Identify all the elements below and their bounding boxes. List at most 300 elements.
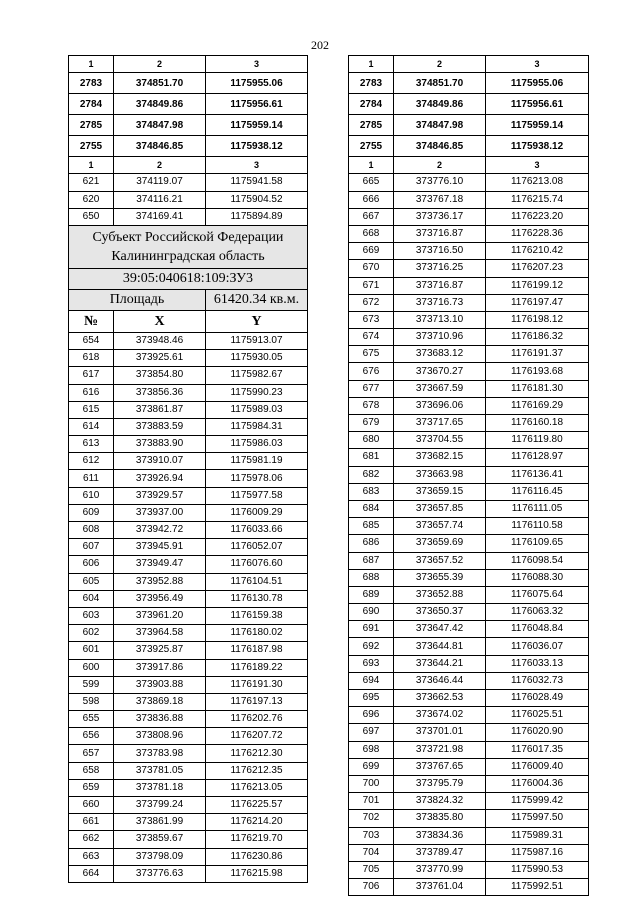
table-cell: 659 <box>69 779 114 796</box>
table-row <box>349 208 589 225</box>
column-header-row <box>69 157 308 174</box>
table-cell: 1176009.29 <box>206 504 308 521</box>
table-row <box>349 535 589 552</box>
table-cell: 373657.52 <box>394 552 486 569</box>
table-cell: 696 <box>349 707 394 724</box>
table-row <box>349 552 589 569</box>
table-row <box>69 539 308 556</box>
table-cell: 373716.87 <box>394 225 486 242</box>
table-row <box>69 814 308 831</box>
table-cell: 600 <box>69 659 114 676</box>
table-row <box>349 844 589 861</box>
table-row <box>69 711 308 728</box>
table-row <box>69 831 308 848</box>
table-row <box>349 73 589 94</box>
table-cell: 1175997.50 <box>486 810 589 827</box>
table-cell: 1176110.58 <box>486 518 589 535</box>
table-cell: 373942.72 <box>114 522 206 539</box>
table-cell: 373683.12 <box>394 346 486 363</box>
table-row <box>349 397 589 414</box>
table-cell: 2785 <box>349 115 394 136</box>
table-cell: 615 <box>69 401 114 418</box>
table-cell: 373716.25 <box>394 260 486 277</box>
table-cell: 620 <box>69 191 114 208</box>
table-cell: 2755 <box>69 136 114 157</box>
table-cell: 1176109.65 <box>486 535 589 552</box>
table-row <box>69 436 308 453</box>
table-cell: 373883.90 <box>114 436 206 453</box>
table-row <box>349 449 589 466</box>
table-cell: 373713.10 <box>394 311 486 328</box>
table-cell: 373761.04 <box>394 879 486 896</box>
table-cell: 1176215.74 <box>486 191 589 208</box>
table-cell: 373721.98 <box>394 741 486 758</box>
table-cell: 373834.36 <box>394 827 486 844</box>
table-cell: 687 <box>349 552 394 569</box>
table-cell: 706 <box>349 879 394 896</box>
table-cell: 1175956.61 <box>486 94 589 115</box>
table-row <box>69 762 308 779</box>
table-cell: 373856.36 <box>114 384 206 401</box>
table-row <box>349 174 589 191</box>
table-cell: 692 <box>349 638 394 655</box>
table-cell: 704 <box>349 844 394 861</box>
table-cell: 373644.21 <box>394 655 486 672</box>
table-row <box>349 569 589 586</box>
table-cell: 373883.59 <box>114 418 206 435</box>
table-row <box>349 707 589 724</box>
table-cell: 1175999.42 <box>486 793 589 810</box>
table-cell: 660 <box>69 797 114 814</box>
table-cell: 1176225.57 <box>206 797 308 814</box>
table-row <box>69 676 308 693</box>
table-cell: 1175982.67 <box>206 367 308 384</box>
table-cell: 373644.81 <box>394 638 486 655</box>
table-cell: 1175990.23 <box>206 384 308 401</box>
table-row <box>349 136 589 157</box>
table-cell: 688 <box>349 569 394 586</box>
table-cell: 694 <box>349 672 394 689</box>
table-cell: 1175941.58 <box>206 174 308 191</box>
table-cell: 373767.65 <box>394 758 486 775</box>
table-row <box>69 470 308 487</box>
table-cell: 1176212.35 <box>206 762 308 779</box>
table-cell: 601 <box>69 642 114 659</box>
table-row <box>349 793 589 810</box>
table-cell: 1175984.31 <box>206 418 308 435</box>
table-row <box>349 363 589 380</box>
table-row <box>349 638 589 655</box>
table-cell: 1176033.13 <box>486 655 589 672</box>
table-row <box>349 672 589 689</box>
table-cell: 373964.58 <box>114 625 206 642</box>
table-row <box>349 621 589 638</box>
table-row <box>349 861 589 878</box>
table-cell: 373657.74 <box>394 518 486 535</box>
table-cell: 599 <box>69 676 114 693</box>
table-row <box>69 848 308 865</box>
table-cell: 1176187.98 <box>206 642 308 659</box>
table-cell: 674 <box>349 329 394 346</box>
table-cell: 679 <box>349 415 394 432</box>
table-cell: 1 <box>349 157 394 174</box>
table-cell: 1176128.97 <box>486 449 589 466</box>
table-cell: 683 <box>349 483 394 500</box>
subject-title-row <box>69 225 308 268</box>
table-cell: 1176025.51 <box>486 707 589 724</box>
table-cell: 1176207.23 <box>486 260 589 277</box>
table-row <box>69 401 308 418</box>
table-cell: 669 <box>349 243 394 260</box>
table-cell: 2784 <box>69 94 114 115</box>
table-cell: 689 <box>349 586 394 603</box>
table-cell: 373789.47 <box>394 844 486 861</box>
table-cell: 1175904.52 <box>206 191 308 208</box>
table-cell: 1176228.36 <box>486 225 589 242</box>
table-cell: 1176199.12 <box>486 277 589 294</box>
table-cell: 373682.15 <box>394 449 486 466</box>
table-cell: 1175955.06 <box>206 73 308 94</box>
table-cell: 373704.55 <box>394 432 486 449</box>
table-row <box>349 277 589 294</box>
table-cell: 374846.85 <box>114 136 206 157</box>
table-cell: 373798.09 <box>114 848 206 865</box>
table-row <box>69 797 308 814</box>
table-row <box>69 136 308 157</box>
table-cell: 3 <box>486 56 589 73</box>
table-cell: 1175978.06 <box>206 470 308 487</box>
table-cell: 373854.80 <box>114 367 206 384</box>
table-cell: 1175938.12 <box>206 136 308 157</box>
table-cell: 373647.42 <box>394 621 486 638</box>
right-coordinates-table <box>348 55 589 896</box>
table-cell: 668 <box>349 225 394 242</box>
table-cell: 373701.01 <box>394 724 486 741</box>
table-cell: 2785 <box>69 115 114 136</box>
table-cell: 374116.21 <box>114 191 206 208</box>
table-cell: 650 <box>69 208 114 225</box>
table-cell: 374846.85 <box>394 136 486 157</box>
table-row <box>69 522 308 539</box>
table-cell: 1176213.05 <box>206 779 308 796</box>
table-cell: 700 <box>349 775 394 792</box>
table-cell: 1 <box>69 56 114 73</box>
table-cell: 680 <box>349 432 394 449</box>
table-cell: 670 <box>349 260 394 277</box>
table-cell: 1176193.68 <box>486 363 589 380</box>
table-cell: 698 <box>349 741 394 758</box>
table-cell: 1176186.32 <box>486 329 589 346</box>
table-cell: 604 <box>69 590 114 607</box>
page-number: 202 <box>311 38 329 52</box>
table-cell: 606 <box>69 556 114 573</box>
table-row <box>69 728 308 745</box>
table-cell: 373657.85 <box>394 500 486 517</box>
table-cell: 2 <box>394 157 486 174</box>
table-row <box>69 453 308 470</box>
table-cell: 1176230.86 <box>206 848 308 865</box>
table-cell: 1175977.58 <box>206 487 308 504</box>
table-cell: 1175987.16 <box>486 844 589 861</box>
table-cell: 672 <box>349 294 394 311</box>
table-cell: 665 <box>349 174 394 191</box>
table-cell: 621 <box>69 174 114 191</box>
table-cell: 373799.24 <box>114 797 206 814</box>
table-cell: 373670.27 <box>394 363 486 380</box>
table-cell: 613 <box>69 436 114 453</box>
table-cell: 2784 <box>349 94 394 115</box>
table-cell: 2 <box>114 157 206 174</box>
table-row <box>349 94 589 115</box>
table-cell: 1176036.07 <box>486 638 589 655</box>
table-cell: 617 <box>69 367 114 384</box>
table-cell: 1176119.80 <box>486 432 589 449</box>
table-cell: 374847.98 <box>114 115 206 136</box>
table-row <box>349 810 589 827</box>
table-row <box>69 745 308 762</box>
column-header-row <box>69 56 308 73</box>
table-row <box>69 693 308 710</box>
table-cell: 667 <box>349 208 394 225</box>
table-cell: 663 <box>69 848 114 865</box>
table-cell: 374851.70 <box>394 73 486 94</box>
table-cell: 703 <box>349 827 394 844</box>
table-cell: 373926.94 <box>114 470 206 487</box>
table-cell: 1176213.08 <box>486 174 589 191</box>
table-row <box>69 659 308 676</box>
table-cell: 1176159.38 <box>206 607 308 624</box>
table-cell: 1175986.03 <box>206 436 308 453</box>
table-row <box>69 590 308 607</box>
table-cell: 373767.18 <box>394 191 486 208</box>
table-row <box>349 827 589 844</box>
table-cell: 1175959.14 <box>486 115 589 136</box>
subject-title: Субъект Российской Федерации Калининградская область <box>69 225 308 268</box>
table-cell: 373836.88 <box>114 711 206 728</box>
table-cell: 598 <box>69 693 114 710</box>
table-cell: 1175956.61 <box>206 94 308 115</box>
xy-header-row <box>69 310 308 332</box>
table-row <box>349 294 589 311</box>
table-cell: 373945.91 <box>114 539 206 556</box>
table-row <box>349 741 589 758</box>
table-cell: 661 <box>69 814 114 831</box>
table-row <box>349 604 589 621</box>
table-cell: Y <box>206 310 308 332</box>
table-cell: X <box>114 310 206 332</box>
table-cell: 374849.86 <box>394 94 486 115</box>
table-cell: 374849.86 <box>114 94 206 115</box>
table-cell: 1175990.53 <box>486 861 589 878</box>
table-cell: 1175938.12 <box>486 136 589 157</box>
table-cell: 677 <box>349 380 394 397</box>
table-cell: 373781.18 <box>114 779 206 796</box>
table-cell: 607 <box>69 539 114 556</box>
table-cell: 373952.88 <box>114 573 206 590</box>
table-cell: 671 <box>349 277 394 294</box>
table-cell: 373937.00 <box>114 504 206 521</box>
table-cell: 697 <box>349 724 394 741</box>
table-cell: 373795.79 <box>394 775 486 792</box>
table-cell: 691 <box>349 621 394 638</box>
table-cell: 373776.10 <box>394 174 486 191</box>
table-row <box>349 466 589 483</box>
table-cell: 1176032.73 <box>486 672 589 689</box>
table-cell: 1176009.40 <box>486 758 589 775</box>
table-cell: 373674.02 <box>394 707 486 724</box>
table-cell: 374847.98 <box>394 115 486 136</box>
table-cell: 3 <box>206 157 308 174</box>
table-cell: 1176198.12 <box>486 311 589 328</box>
table-cell: 1175913.07 <box>206 332 308 349</box>
table-cell: 373659.15 <box>394 483 486 500</box>
table-cell: 1176219.70 <box>206 831 308 848</box>
table-cell: 1176181.30 <box>486 380 589 397</box>
table-cell: 1176180.02 <box>206 625 308 642</box>
table-cell: 686 <box>349 535 394 552</box>
table-cell: 608 <box>69 522 114 539</box>
table-cell: 695 <box>349 690 394 707</box>
table-cell: 1175989.03 <box>206 401 308 418</box>
table-cell: 1176028.49 <box>486 690 589 707</box>
table-cell: 658 <box>69 762 114 779</box>
table-row <box>69 208 308 225</box>
table-cell: № <box>69 310 114 332</box>
table-cell: 374851.70 <box>114 73 206 94</box>
table-cell: 1176214.20 <box>206 814 308 831</box>
table-cell: 373948.46 <box>114 332 206 349</box>
table-row <box>349 260 589 277</box>
table-cell: 1176215.98 <box>206 865 308 882</box>
table-cell: 616 <box>69 384 114 401</box>
table-cell: 1176048.84 <box>486 621 589 638</box>
area-label: Площадь <box>69 289 206 310</box>
table-cell: 373736.17 <box>394 208 486 225</box>
table-cell: 1175981.19 <box>206 453 308 470</box>
table-cell: 373717.65 <box>394 415 486 432</box>
table-cell: 1176212.30 <box>206 745 308 762</box>
table-cell: 1176076.60 <box>206 556 308 573</box>
column-header-row <box>349 157 589 174</box>
table-cell: 1176207.72 <box>206 728 308 745</box>
table-cell: 662 <box>69 831 114 848</box>
table-row <box>69 174 308 191</box>
table-cell: 373650.37 <box>394 604 486 621</box>
table-row <box>349 329 589 346</box>
table-cell: 655 <box>69 711 114 728</box>
table-cell: 656 <box>69 728 114 745</box>
table-cell: 1176075.64 <box>486 586 589 603</box>
table-cell: 603 <box>69 607 114 624</box>
table-row <box>69 573 308 590</box>
table-cell: 1176189.22 <box>206 659 308 676</box>
table-cell: 1176197.13 <box>206 693 308 710</box>
table-cell: 373710.96 <box>394 329 486 346</box>
table-cell: 1176063.32 <box>486 604 589 621</box>
table-cell: 2755 <box>349 136 394 157</box>
table-cell: 2783 <box>349 73 394 94</box>
table-cell: 1176202.76 <box>206 711 308 728</box>
table-cell: 373667.59 <box>394 380 486 397</box>
table-row <box>349 775 589 792</box>
table-row <box>69 94 308 115</box>
table-cell: 1176136.41 <box>486 466 589 483</box>
cadastral-number-row <box>69 268 308 289</box>
table-cell: 373824.32 <box>394 793 486 810</box>
table-cell: 1176210.42 <box>486 243 589 260</box>
table-cell: 373925.61 <box>114 350 206 367</box>
table-row <box>349 191 589 208</box>
table-row <box>349 758 589 775</box>
table-cell: 1176052.07 <box>206 539 308 556</box>
area-value: 61420.34 кв.м. <box>206 289 308 310</box>
table-cell: 610 <box>69 487 114 504</box>
table-cell: 1176191.37 <box>486 346 589 363</box>
table-cell: 676 <box>349 363 394 380</box>
table-cell: 373655.39 <box>394 569 486 586</box>
area-row <box>69 289 308 310</box>
table-row <box>69 625 308 642</box>
table-cell: 685 <box>349 518 394 535</box>
table-cell: 699 <box>349 758 394 775</box>
table-row <box>349 483 589 500</box>
table-cell: 1176020.90 <box>486 724 589 741</box>
table-row <box>69 332 308 349</box>
table-row <box>69 779 308 796</box>
table-row <box>69 384 308 401</box>
table-cell: 373716.50 <box>394 243 486 260</box>
table-cell: 702 <box>349 810 394 827</box>
table-row <box>69 642 308 659</box>
table-cell: 705 <box>349 861 394 878</box>
table-row <box>349 879 589 896</box>
table-row <box>69 418 308 435</box>
table-row <box>69 191 308 208</box>
table-row <box>349 500 589 517</box>
cadastral-number: 39:05:040618:109:ЗУ3 <box>69 268 308 289</box>
table-cell: 701 <box>349 793 394 810</box>
table-cell: 373961.20 <box>114 607 206 624</box>
table-row <box>69 556 308 573</box>
table-cell: 614 <box>69 418 114 435</box>
table-cell: 373716.73 <box>394 294 486 311</box>
table-cell: 611 <box>69 470 114 487</box>
table-cell: 373949.47 <box>114 556 206 573</box>
table-cell: 1176130.78 <box>206 590 308 607</box>
table-cell: 1176223.20 <box>486 208 589 225</box>
table-cell: 1176111.05 <box>486 500 589 517</box>
table-cell: 678 <box>349 397 394 414</box>
table-cell: 1175930.05 <box>206 350 308 367</box>
table-cell: 373859.67 <box>114 831 206 848</box>
table-cell: 681 <box>349 449 394 466</box>
table-cell: 1176098.54 <box>486 552 589 569</box>
table-cell: 373663.98 <box>394 466 486 483</box>
table-cell: 1176104.51 <box>206 573 308 590</box>
table-cell: 2783 <box>69 73 114 94</box>
table-cell: 682 <box>349 466 394 483</box>
table-cell: 684 <box>349 500 394 517</box>
table-cell: 373696.06 <box>394 397 486 414</box>
table-cell: 1176004.36 <box>486 775 589 792</box>
table-cell: 1176017.35 <box>486 741 589 758</box>
table-cell: 373770.99 <box>394 861 486 878</box>
table-cell: 654 <box>69 332 114 349</box>
table-cell: 612 <box>69 453 114 470</box>
table-row <box>69 504 308 521</box>
table-cell: 3 <box>486 157 589 174</box>
table-cell: 373861.99 <box>114 814 206 831</box>
